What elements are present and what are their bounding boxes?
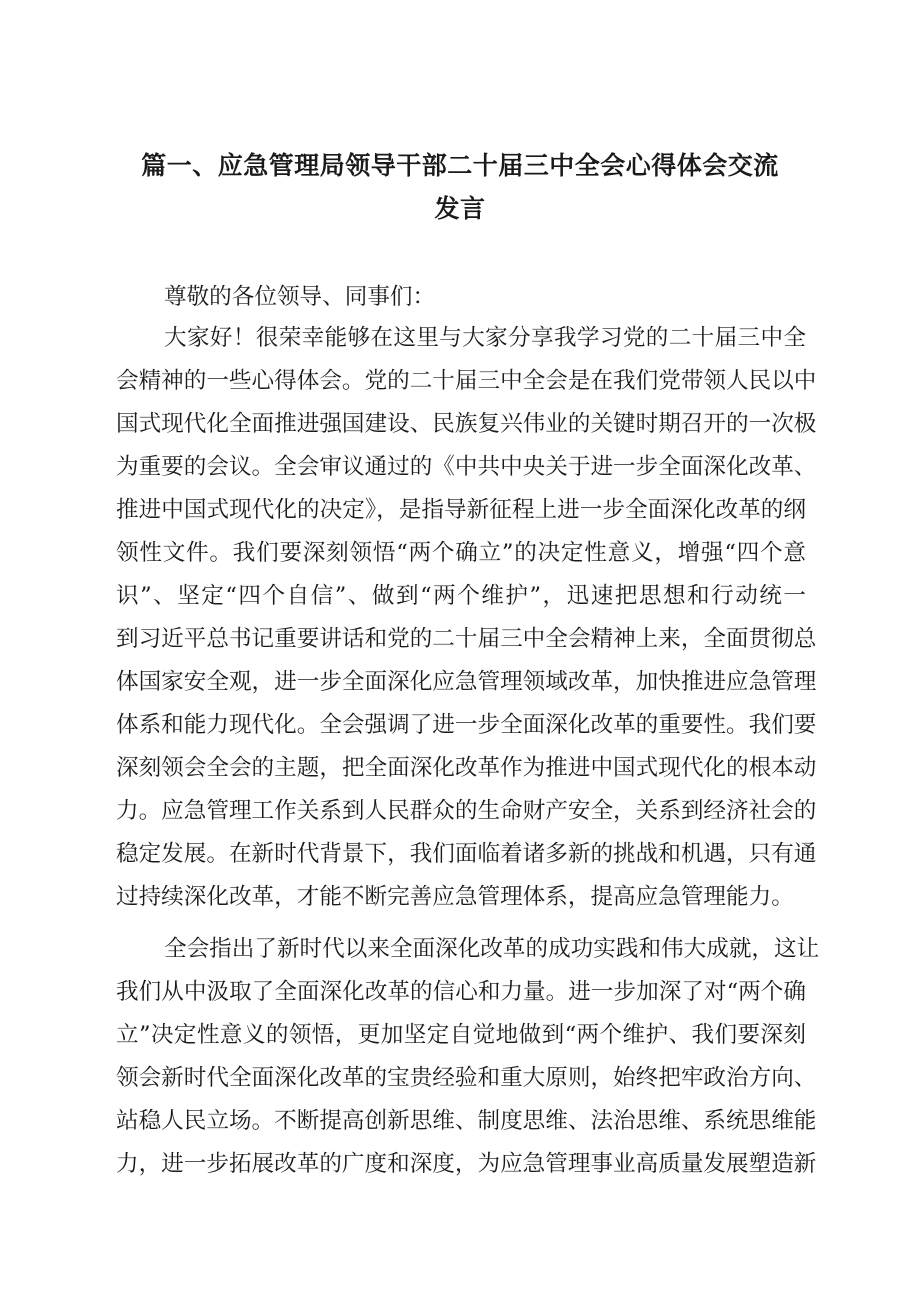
paragraph-2-line: 立”决定性意义的领悟，更加坚定自觉地做到“两个维护、我们要深刻 (116, 1022, 806, 1048)
paragraph-1-line: 过持续深化改革，才能不断完善应急管理体系，提高应急管理能力。 (116, 884, 794, 910)
paragraph-1-line: 推进中国式现代化的决定》，是指导新征程上进一步全面深化改革的纲 (116, 497, 806, 523)
paragraph-1-line: 深刻领会全会的主题，把全面深化改革作为推进中国式现代化的根本动 (116, 755, 817, 781)
paragraph-2-line: 领会新时代全面深化改革的宝贵经验和重大原则，始终把牢政治方向、 (116, 1065, 817, 1091)
paragraph-1-line: 大家好！很荣幸能够在这里与大家分享我学习党的二十届三中全 (164, 325, 806, 351)
paragraph-2-line: 全会指出了新时代以来全面深化改革的成功实践和伟大成就，这让 (164, 936, 820, 962)
paragraph-1-line: 力。应急管理工作关系到人民群众的生命财产安全，关系到经济社会的 (116, 798, 817, 824)
paragraph-1-line: 领性文件。我们要深刻领悟“两个确立”的决定性意义，增强“四个意 (116, 540, 806, 566)
paragraph-2-line: 我们从中汲取了全面深化改革的信心和力量。进一步加深了对“两个确 (116, 979, 806, 1005)
paragraph-1-line: 体系和能力现代化。全会强调了进一步全面深化改革的重要性。我们要 (116, 712, 817, 738)
paragraph-1-line: 国式现代化全面推进强国建设、民族复兴伟业的关键时期召开的一次极 (116, 411, 817, 437)
paragraph-2-line: 力，进一步拓展改革的广度和深度，为应急管理事业高质量发展塑造新 (116, 1151, 817, 1177)
paragraph-1-line: 会精神的一些心得体会。党的二十届三中全会是在我们党带领人民以中 (116, 368, 817, 394)
paragraph-1-line: 稳定发展。在新时代背景下，我们面临着诸多新的挑战和机遇，只有通 (116, 841, 817, 867)
paragraph-1-line: 为重要的会议。全会审议通过的《中共中央关于进一步全面深化改革、 (116, 454, 817, 480)
document-title-line-1: 篇一、应急管理局领导干部二十届三中全会心得体会交流 (141, 151, 779, 180)
document-title-line-2: 发言 (434, 194, 486, 223)
paragraph-2-line: 站稳人民立场。不断提高创新思维、制度思维、法治思维、系统思维能 (116, 1108, 817, 1134)
paragraph-1-line: 识”、坚定“四个自信”、做到“两个维护”，迅速把思想和行动统一 (116, 583, 806, 609)
salutation: 尊敬的各位领导、同事们： (164, 284, 436, 310)
paragraph-1-line: 到习近平总书记重要讲话和党的二十届三中全会精神上来，全面贯彻总 (116, 626, 817, 652)
paragraph-1-line: 体国家安全观，进一步全面深化应急管理领域改革，加快推进应急管理 (116, 669, 817, 695)
